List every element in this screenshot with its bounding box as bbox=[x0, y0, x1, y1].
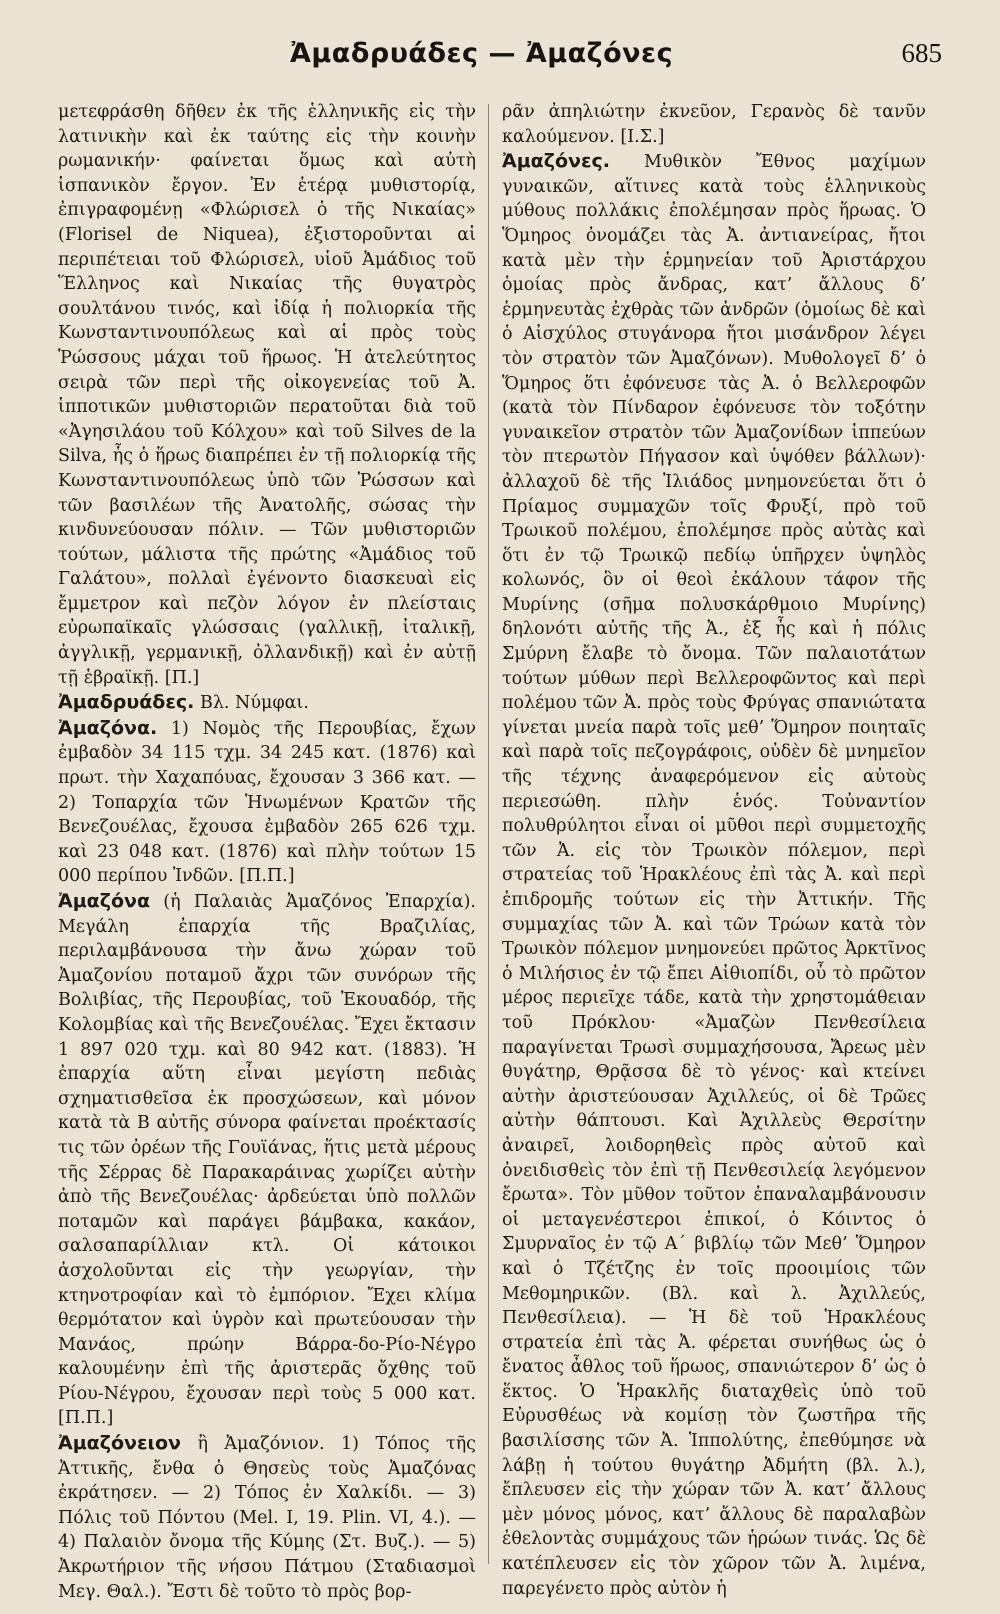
entry-text: 1) Νομὸς τῆς Περουβίας, ἔχων ἐμβαδὸν 34 115 τχμ. 34 245 κατ. (1876) καὶ πρωτ. τὴν Χαχαπόυας, ἔχουσαν 3 366 κατ. — 2) Τοπαρχία τῶν Ἡνωμένων Κρατῶν τῆς Βενεζουέλας, ἔχουσα ἐμβαδὸν 265 626 τχμ. καὶ 23 048 κατ. (1876) καὶ πλὴν τούτων 15 000 περίπου Ἰνδῶν. [Π.Π.] bbox=[58, 718, 476, 887]
entry-amazoneion bbox=[58, 1431, 476, 1604]
entry-amazoneion-continuation bbox=[502, 100, 926, 149]
entry-headword: Ἀμαδρυάδες. bbox=[58, 691, 195, 714]
left-column bbox=[58, 100, 476, 1604]
entry-amadis-continuation bbox=[58, 100, 476, 690]
entry-amazona-brazil bbox=[58, 889, 476, 1431]
entry-text: μετεφράσθη δῆθεν ἐκ τῆς ἑλληνικῆς εἰς τὴν λατινικὴν καὶ ἐκ ταύτης εἰς τὴν κοινὴν ρωμανικήν· φαίνεται ὅμως καὶ αὐτὴ ἱσπανικὸν ἔργον. Ἐν ἑτέρᾳ μυθιστορίᾳ, ἐπιγραφομένῃ «Φλώρισελ ὁ τῆς Νικαίας» (Florisel de Niquea), ἐξιστοροῦνται αἱ περιπέτειαι τοῦ Φλώρισελ, υἱοῦ Ἀμάδιος τοῦ Ἕλληνος καὶ Νικαίας τῆς θυγατρὸς σουλτάνου τινός, καὶ ἰδίᾳ ἡ πολιορκία τῆς Κωνσταντινουπόλεως καὶ αἱ πρὸς τοὺς Ῥώσσους μάχαι τοῦ ἥρωος. Ἡ ἀτελεύτητος σειρὰ τῶν περὶ τῆς οἰκογενείας τοῦ Ἀ. ἱπποτικῶν μυθιστοριῶν περατοῦται διὰ τοῦ «Ἀγησιλάου τοῦ Κόλχου» καὶ τοῦ Silves de la Silva, ἧς ὁ ἥρως διαπρέπει ἐν τῇ πολιορκίᾳ τῆς Κωνσταντινουπόλεως ὑπὸ τῶν Ῥώσσων καὶ τῶν βασιλέων τῆς Ἀνατολῆς, σώσας τὴν κινδυνεύουσαν πόλιν. — Τῶν μυθιστοριῶν τούτων, μάλιστα τῆς πρώτης «Ἀμάδιος τοῦ Γαλάτου», πολλαὶ ἐγένοντο διασκευαὶ εἰς ἔμμετρον καὶ πεζὸν λόγον ἐν πλείσταις εὐρωπαϊκαῖς γλώσσαις (γαλλικῇ, ἰταλικῇ, ἀγγλικῇ, γερμανικῇ, ὀλλανδικῇ) καὶ ἐν αὐτῇ τῇ ἑβραϊκῇ. [Π.] bbox=[58, 102, 476, 688]
entry-amazones bbox=[502, 149, 926, 1601]
page-header bbox=[0, 0, 1000, 100]
entry-amadryades bbox=[58, 690, 476, 716]
entry-headword: Ἀμαζόνα bbox=[58, 890, 151, 912]
entry-headword: Ἀμαζόνα. bbox=[58, 716, 158, 739]
entry-headword: Ἀμαζόνες. bbox=[502, 150, 611, 173]
entry-amazona-peru bbox=[58, 716, 476, 889]
entry-text: ἢ Ἀμαζόνιον. 1) Τόπος τῆς Ἀττικῆς, ἔνθα ὁ Θησεὺς τοὺς Ἀμαζόνας ἐκράτησεν. — 2) Τόπος ἐν Χαλκίδι. — 3) Πόλις τοῦ Πόντου (Mel. I, 19. Plin. VI, 4.). — 4) Παλαιὸν ὄνομα τῆς Κύμης (Στ. Βυζ.). — 5) Ἀκρωτήριον τῆς νήσου Πάτμου (Σταδιασμοὶ Μεγ. Θαλ.). Ἔστι δὲ τοῦτο τὸ πρὸς βορ- bbox=[58, 1434, 476, 1602]
entry-text: (ἡ Παλαιὰς Ἀμαζόνος Ἐπαρχία). Μεγάλη ἐπαρχία τῆς Βραζιλίας, περιλαμβάνουσα τὴν ἄνω χώραν τοῦ Ἀμαζονίου ποταμοῦ ἄχρι τῶν συνόρων τῆς Βολιβίας, τῆς Περουβίας, τοῦ Ἐκουαδόρ, τῆς Κολομβίας καὶ τῆς Βενεζουέλας. Ἔχει ἔκτασιν 1 897 020 τχμ. καὶ 80 942 κατ. (1883). Ἡ ἐπαρχία αὕτη εἶναι μεγίστη πεδιὰς σχηματισθεῖσα ἐκ προσχώσεων, καὶ μόνον κατὰ τὰ Β αὐτῆς σύνορα φαίνεται προέκτασίς τις τῶν ὀρέων τῆς Γουϊάνας, ἥτις μετὰ μέρους τῆς Σέρρας δὲ Παρακαράινας χωρίζει αὐτὴν ἀπὸ τῆς Βενεζουέλας· ἀρδεύεται ὑπὸ πολλῶν ποταμῶν καὶ παράγει βάμβακα, κακάον, σαλσαπαρίλλιαν κτλ. Οἱ κάτοικοι ἀσχολοῦνται εἰς τὴν γεωργίαν, τὴν κτηνοτροφίαν καὶ τὸ ἐμπόριον. Ἔχει κλίμα θερμότατον καὶ ὑγρὸν καὶ πρωτεύουσαν τὴν Μανάος, πρώην Βάρρα-δο-Ρίο-Νέγρο καλουμένην ἐπὶ τῆς ἀριστερᾶς ὄχθης τοῦ Ρίου-Νέγρου, ἔχουσαν περὶ τοὺς 5 000 κατ. [Π.Π.] bbox=[58, 892, 476, 1429]
entry-text: Βλ. Νύμφαι. bbox=[194, 693, 309, 714]
entry-headword: Ἀμαζόνειον bbox=[58, 1432, 181, 1455]
entry-text: Μυθικὸν Ἔθνος μαχίμων γυναικῶν, αἵτινες κατὰ τοὺς ἑλληνικοὺς μύθους πολλάκις ἐπολέμησαν πρὸς ἥρωας. Ὁ Ὅμηρος ὀνομάζει τὰς Ἀ. ἀντιανείρας, ἤτοι κατὰ μὲν τὴν ἑρμηνείαν τοῦ Ἀριστάρχου ὁμοίας πρὸς ἄνδρας, κατ’ ἄλλους δ’ ἑρμηνευτὰς ἐχθρὰς τῶν ἀνδρῶν (ὁμοίως δὲ καὶ ὁ Αἰσχύλος στυγάνορα ἤτοι μισάνδρον λέγει τὸν στρατὸν τῶν Ἀμαζόνων). Μυθολογεῖ δ’ ὁ Ὅμηρος ὅτι ἐφόνευσε τὰς Ἀ. ὁ Βελλεροφῶν (κατὰ τὸν Πίνδαρον ἐφόνευσε τὸν τοξότην γυναικεῖον στρατὸν τῶν Ἀμαζονίδων ἱππεύων τὸν πτερωτὸν Πήγασον καὶ ὑψόθεν βάλλων)· ἀλλαχοῦ δὲ τῆς Ἰλιάδος μνημονεύεται ὅτι ὁ Πρίαμος συμμαχῶν τοῖς Φρυξί, πρὸ τοῦ Τρωικοῦ πολέμου, ἐπολέμησε πρὸς αὐτὰς καὶ ὅτι ἐν τῷ Τρωικῷ πεδίῳ ὑπῆρχεν ὑψηλὸς κολωνός, ὃν οἱ θεοὶ ἐκάλουν τάφον τῆς Μυρίνης (σῆμα πολυσκάρθμοιο Μυρίνης) δηλονότι αὐτῆς τῆς Ἀ., ἐξ ἧς καὶ ἡ πόλις Σμύρνη ἔλαβε τὸ ὄνομα. Τῶν παλαιοτάτων τούτων μύθων περὶ Βελλεροφῶντος καὶ περὶ πολέμου τῶν Ἀ. πρὸς τοὺς Φρύγας σπανιώτατα γίνεται μνεία παρὰ τοῖς μεθ’ Ὅμηρον ποιηταῖς καὶ παρὰ τοῖς πεζογράφοις, οὐδὲν δὲ μνημεῖον τῆς τέχνης ἀναφερόμενον εἰς αὐτοὺς περιεσώθη. πλὴν ἑνός. Τοὐναντίον πολυθρύλητοι εἶναι οἱ μῦθοι περὶ συμμετοχῆς τῶν Ἀ. εἰς τὸν Τρωικὸν πόλεμον, περὶ στρατείας τοῦ Ἡρακλέους ἐπὶ τὰς Ἀ. καὶ περὶ ἐπιδρομῆς τούτων εἰς τὴν Ἀττικήν. Τῆς συμμαχίας τῶν Ἀ. καὶ τῶν Τρώων κατὰ τὸν Τρωικὸν πόλεμον μνημονεύει πρῶτος Ἀρκτῖνος ὁ Μιλήσιος ἐν τῷ ἔπει Αἰθιοπίδι, οὗ τὸ πρῶτον μέρος περιεῖχε τάδε, κατὰ τὴν χρηστομάθειαν τοῦ Πρόκλου· «Ἀμαζὼν Πενθεσίλεια παραγίνεται Τρωσὶ συμμαχήσουσα, Ἄρεως μὲν θυγάτηρ, Θρᾷσσα δὲ τὸ γένος· καὶ κτείνει αὐτὴν ἀριστεύουσαν Ἀχιλλεύς, οἱ δὲ Τρῶες αὐτὴν θάπτουσι. Καὶ Ἀχιλλεὺς Θερσίτην ἀναιρεῖ, λοιδορηθεὶς πρὸς αὐτοῦ καὶ ὀνειδισθεὶς τὸν ἐπὶ τῇ Πενθεσιλείᾳ λεγόμενον ἔρωτα». Τὸν μῦθον τοῦτον ἐπαναλαμβάνουσιν οἱ μεταγενέστεροι ἐπικοί, ὁ Κόιντος ὁ Σμυρναῖος ἐν τῷ Α΄ βιβλίῳ τῶν Μεθ’ Ὅμηρον καὶ ὁ Τζέτζης ἐν τοῖς προοιμίοις τῶν Μεθομηρικῶν. (Βλ. καὶ λ. Ἀχιλλεύς, Πενθεσίλεια). — Ἡ δὲ τοῦ Ἡρακλέους στρατεία ἐπὶ τὰς Ἀ. φέρεται συνήθως ὡς ὁ ἔνατος ἆθλος τοῦ ἥρωος, σπανιώτερον δ’ ὡς ὁ ἕκτος. Ὁ Ἡρακλῆς διαταχθεὶς ὑπὸ τοῦ Εὐρυσθέως νὰ κομίσῃ τὸν ζωστῆρα τῆς βασιλίσσης τῶν Ἀ. Ἱππολύτης, ἐπεθύμησε νὰ λάβῃ ἡ τούτου θυγάτηρ Ἀδμήτη (βλ. λ.), ἔπλευσεν εἰς τὴν χώραν τῶν Ἀ. κατ’ ἄλλους μὲν μόνος μόνος, κατ’ ἄλλους δὲ παραλαβὼν ἐθελοντὰς συμμάχους τῶν ἡρώων τινάς. Ὡς δὲ κατέπλευσεν εἰς τὸν χῶρον τῶν Ἀ. λιμένα, παρεγένετο πρὸς αὐτὸν ἡ bbox=[502, 152, 926, 1599]
entry-text: ρᾶν ἀπηλιώτην ἐκνεῦον, Γερανὸς δὲ τανῦν καλούμενον. [Ι.Σ.] bbox=[502, 102, 926, 147]
running-head: Ἀμαδρυάδες — Ἀμαζόνες bbox=[290, 38, 674, 69]
right-column bbox=[502, 100, 926, 1601]
column-divider bbox=[488, 104, 489, 1564]
page-number: 685 bbox=[901, 38, 942, 68]
